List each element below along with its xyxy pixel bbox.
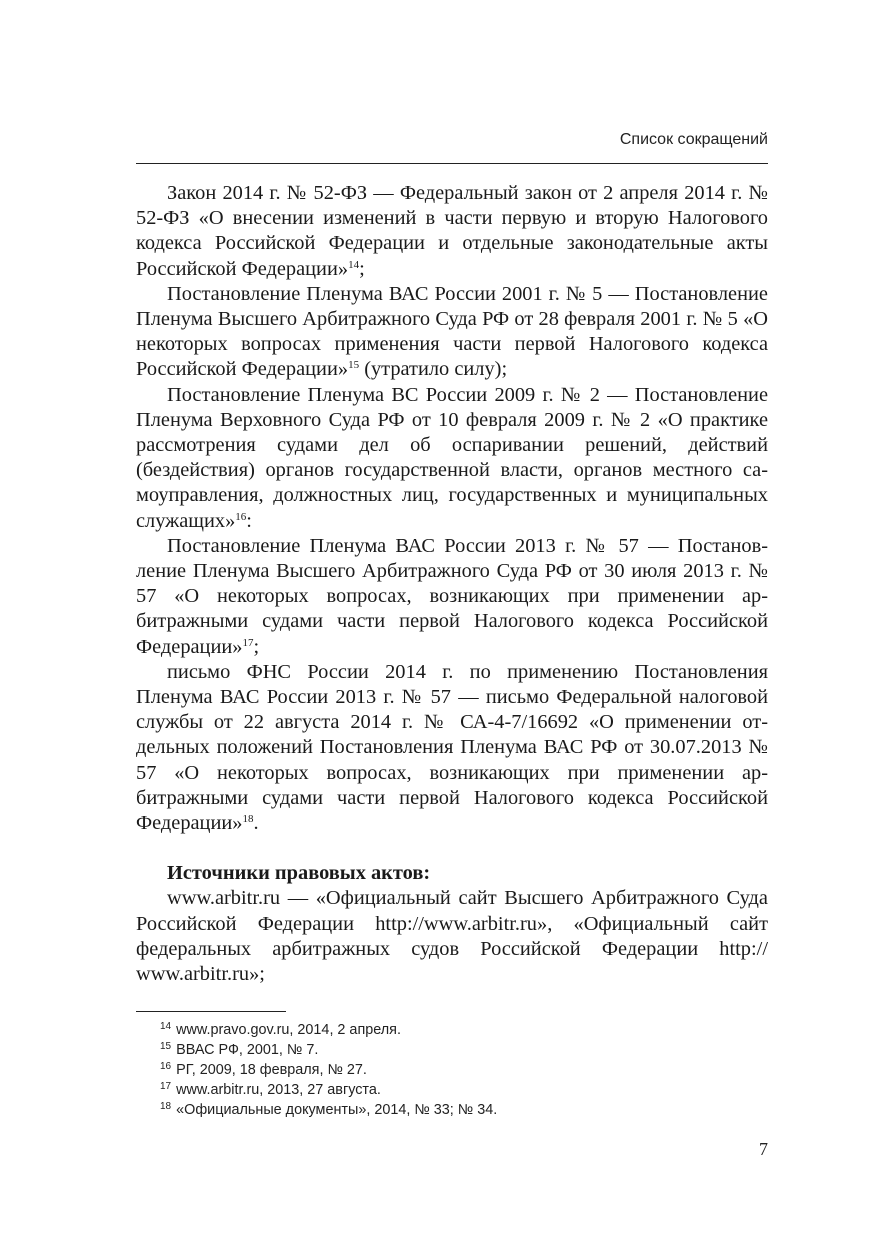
footnotes (160, 1020, 760, 1120)
footnote-17 (160, 1080, 760, 1100)
footnote-number: 18 (160, 1101, 172, 1112)
footnote-number: 17 (160, 1081, 172, 1092)
footnote-ref: 17 (242, 636, 254, 649)
sources-heading: Источники правовых актов: (167, 862, 431, 885)
footnote-text: «Официальные документы», 2014, № 33; № 34. (176, 1102, 498, 1118)
abbreviations-list (136, 181, 768, 987)
entry-law-52fz: Закон 2014 г. № 52-ФЗ — Федеральный закон от 2 апреля 2014 г. № 52-ФЗ «О внесении изменений в части первую и вторую Налогового кодекса Российской Федерации и отдельные законодательные акты Российской Федерации»$^{14}$; (136, 182, 768, 280)
footnote-15 (160, 1040, 760, 1060)
footnote-rule (136, 1011, 286, 1012)
entry-vas-2013: Постановление Пленума ВАС России 2013 г. № 57 — Постановление Пленума Высшего Арбитражного Суда РФ от 30 июля 2013 г. № 57 «О некоторых вопросах, возникающих при применении арбитражными судами части первой Налогового кодекса Российской Федерации»$^{17}$; (136, 534, 768, 658)
footnote-18 (160, 1100, 760, 1120)
footnote-number: 14 (160, 1021, 172, 1032)
entry-vas-2001: Постановление Пленума ВАС России 2001 г. № 5 — Постановление Пленума Высшего Арбитражного Суда РФ от 28 февраля 2001 г. № 5 «О некоторых вопросах применения части первой Налогового кодекса Российской Федерации»$^{15}$ (утратило силу); (136, 282, 768, 381)
footnote-text: РГ, 2009, 18 февраля, № 27. (176, 1062, 367, 1078)
footnote-text: www.pravo.gov.ru, 2014, 2 апреля. (176, 1022, 401, 1038)
entry-vs-2009: Постановление Пленума ВС России 2009 г. № 2 — Постановление Пленума Верховного Суда РФ от 10 февраля 2009 г. № 2 «О практике рассмотрения судами дел об оспаривании решений, действий (бездействия) органов государственной власти, органов местного самоуправления, должностных лиц, государственных и муниципальных служащих»$^{16}$: (136, 383, 768, 532)
footnote-text: ВВАС РФ, 2001, № 7. (176, 1042, 319, 1058)
footnote-14 (160, 1020, 760, 1040)
footnote-number: 16 (160, 1061, 172, 1072)
sources-entry: www.arbitr.ru — «Официальный сайт Высшего Арбитражного Суда Российской Федерации http://www.arbitr.ru», «Официальный сайт федеральных арбитражных судов Российской Федерации http:// www.arbitr.ru»; (136, 887, 768, 986)
footnote-ref: 16 (235, 510, 247, 523)
footnote-text: www.arbitr.ru, 2013, 27 августа. (176, 1082, 381, 1098)
entry-fns-letter-2014: письмо ФНС России 2014 г. по применению Постановления Пленума ВАС России 2013 г. № 57 — письмо Федеральной налоговой службы от 22 августа 2014 г. № СА-4-7/16692 «О применении отдельных положений Постановления Пленума ВАС РФ от 30.07.2013 № 57 «О некоторых вопросах, возникающих при применении арбитражными судами части первой Налогового кодекса Российской Федерации»$^{18}$. (136, 660, 768, 835)
footnote-16 (160, 1060, 760, 1080)
running-head: Список сокращений (619, 131, 768, 148)
footnote-ref: 15 (348, 359, 360, 372)
header-rule (136, 163, 768, 164)
footnote-ref: 14 (348, 258, 360, 271)
footnote-number: 15 (160, 1041, 172, 1052)
footnote-ref: 18 (242, 813, 254, 826)
page-number: 7 (759, 1139, 768, 1159)
